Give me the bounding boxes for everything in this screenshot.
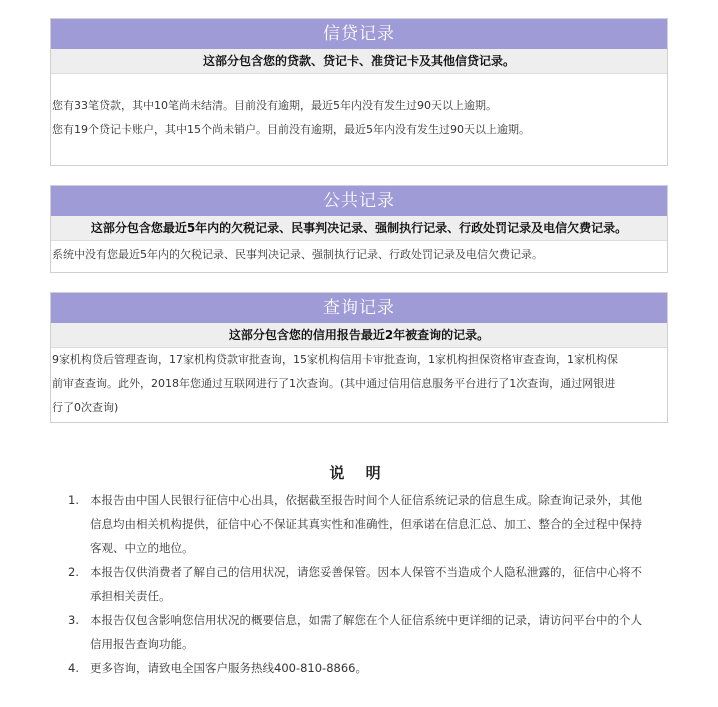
note-line: 承担相关责任。 [90, 589, 171, 603]
query-record-line: 前审查查询。此外，2018年您通过互联网进行了1次查询。(其中通过信用信息服务平台进行了1次查询，通过网银进 [52, 377, 616, 390]
credit-card-summary: 您有19个贷记卡账户，其中15个尚未销户。目前没有逾期，最近5年内没有发生过90天以上逾期。 [52, 123, 530, 136]
query-record-line: 9家机构贷后管理查询，17家机构贷款审批查询，15家机构信用卡审批查询，1家机构担保资格审查查询，1家机构保 [52, 353, 618, 366]
note-number: 4. [68, 661, 79, 675]
query-record-line: 行了0次查询) [52, 401, 119, 414]
note-number: 3. [68, 613, 79, 627]
public-record-subtitle: 这部分包含您最近5年内的欠税记录、民事判决记录、强制执行记录、行政处罚记录及电信欠费记录。 [51, 216, 667, 241]
note-item [60, 488, 672, 560]
note-line: 信息均由相关机构提供，征信中心不保证其真实性和准确性，但承诺在信息汇总、加工、整合的全过程中保持 [90, 517, 642, 531]
credit-record-body [51, 74, 667, 142]
public-record-section [50, 185, 668, 273]
note-line: 更多咨询，请致电全国客户服务热线400-810-8866。 [90, 661, 367, 675]
credit-record-title: 信贷记录 [51, 19, 667, 49]
query-record-subtitle: 这部分包含您的信用报告最近2年被查询的记录。 [51, 323, 667, 348]
query-record-section [50, 292, 668, 423]
note-item [60, 560, 672, 608]
note-line: 本报告仅包含影响您信用状况的概要信息，如需了解您在个人征信系统中更详细的记录，请访问平台中的个人 [90, 613, 642, 627]
credit-record-subtitle: 这部分包含您的贷款、贷记卡、准贷记卡及其他信贷记录。 [51, 49, 667, 74]
note-item [60, 656, 672, 680]
public-record-body [51, 241, 667, 267]
note-number: 2. [68, 565, 79, 579]
note-item [60, 608, 672, 656]
note-line: 本报告由中国人民银行征信中心出具，依据截至报告时间个人征信系统记录的信息生成。除查询记录外，其他 [90, 493, 642, 507]
query-record-body [51, 348, 667, 420]
public-record-title: 公共记录 [51, 186, 667, 216]
notes-list [60, 488, 672, 680]
note-number: 1. [68, 493, 79, 507]
notes-title: 说 明 [329, 464, 389, 482]
note-line: 客观、中立的地位。 [90, 541, 194, 555]
public-record-summary: 系统中没有您最近5年内的欠税记录、民事判决记录、强制执行记录、行政处罚记录及电信欠费记录。 [52, 248, 543, 261]
note-line: 本报告仅供消费者了解自己的信用状况，请您妥善保管。因本人保管不当造成个人隐私泄露的，征信中心将不 [90, 565, 642, 579]
note-line: 信用报告查询功能。 [90, 637, 194, 651]
credit-record-section [50, 18, 668, 166]
query-record-title: 查询记录 [51, 293, 667, 323]
credit-loan-summary: 您有33笔贷款，其中10笔尚未结清。目前没有逾期，最近5年内没有发生过90天以上逾期。 [52, 99, 497, 112]
